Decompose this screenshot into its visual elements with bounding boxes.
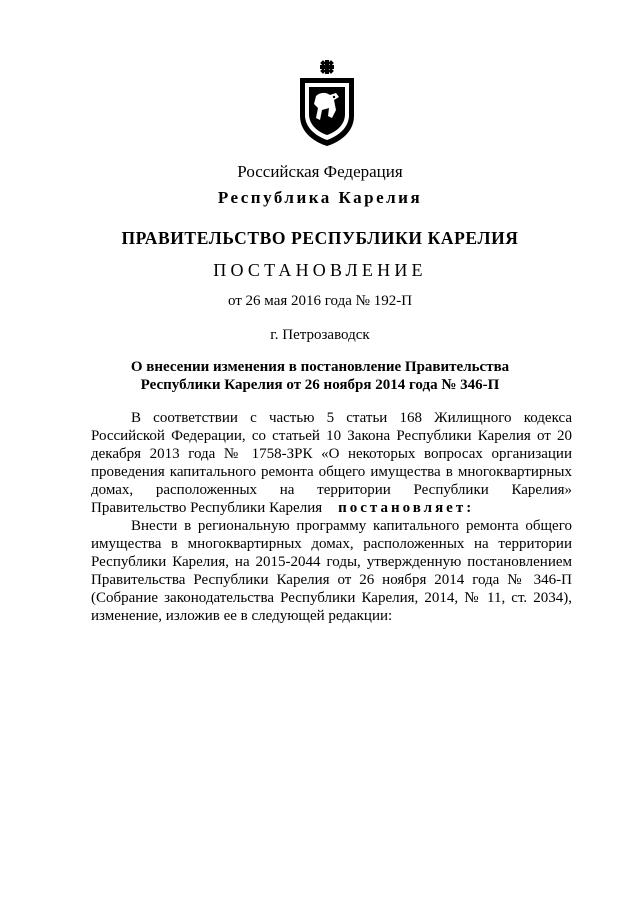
- body-paragraph-1-text: В соответствии с частью 5 статьи 168 Жилищного кодекса Российской Федерации, со статьей 10 Закона Республики Карелия от 20 декабря 2013 года № 1758-ЗРК «О некоторых вопросах организации проведения капитального ремонта общего имущества в многоквартирных домах, расположенных на территории Республики Карелия» Правительство Республики Карелия: [91, 410, 572, 516]
- decree-city: г. Петрозаводск: [270, 327, 370, 343]
- republic-name: Республика Карелия: [217, 188, 423, 207]
- country-name: Российская Федерация: [237, 162, 403, 181]
- karelia-coat-of-arms-icon: [296, 58, 358, 148]
- decree-title: [0, 358, 640, 394]
- decree-date-number: от 26 мая 2016 года № 192-П: [227, 293, 413, 309]
- decree-body: [91, 409, 572, 625]
- decree-title-line-2: Республики Карелия от 26 ноября 2014 года № 346-П: [140, 377, 500, 393]
- body-paragraph-1: [91, 409, 572, 517]
- government-title: ПРАВИТЕЛЬСТВО РЕСПУБЛИКИ КАРЕЛИЯ: [121, 228, 519, 248]
- resolves-word: постановляет:: [338, 500, 475, 516]
- body-paragraph-2: Внести в региональную программу капитального ремонта общего имущества в многоквартирных домах, расположенных на территории Республики Карелия, на 2015-2044 годы, утвержденную постановлением Правительства Республики Карелия от 26 ноября 2014 года № 346-П (Собрание законодательства Республики Карелия, 2014, № 11, ст. 2034), изменение, изложив ее в следующей редакции:: [91, 518, 572, 624]
- decree-type: ПОСТАНОВЛЕНИЕ: [213, 260, 427, 280]
- decree-title-line-1: О внесении изменения в постановление Правительства: [130, 359, 510, 375]
